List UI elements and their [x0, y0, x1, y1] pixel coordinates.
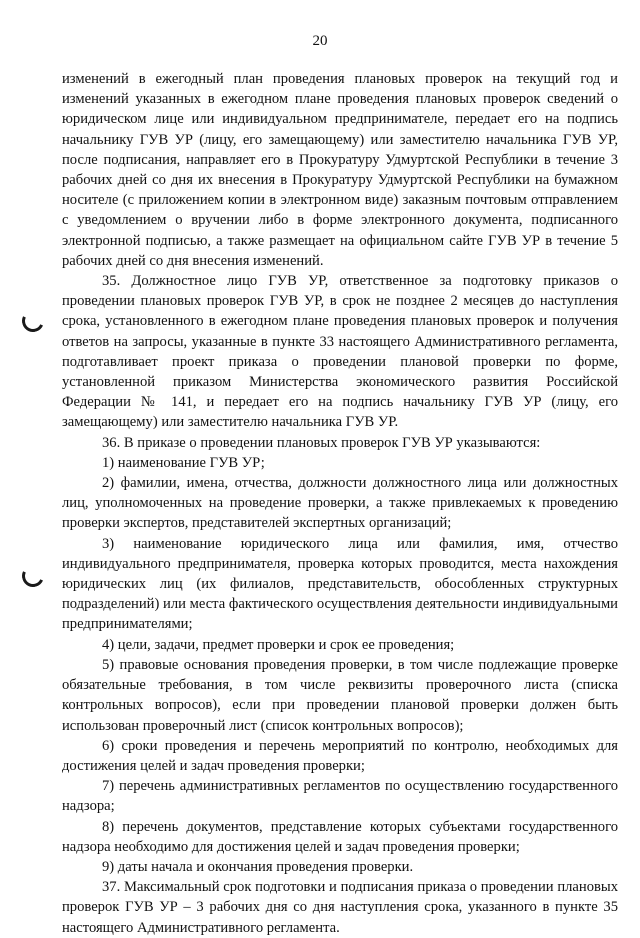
paragraph-37: 37. Максимальный срок подготовки и подписания приказа о проведении плановых проверок ГУВ УР – 3 рабочих дня со дня наступления срока, указанного в пункте 35 настоящего Административного регламента. [62, 879, 618, 936]
list-item-5: 5) правовые основания проведения проверки, в том числе подлежащие проверке обязательные требования, в том числе реквизиты проверочного листа (списка контрольных вопросов), если при проведении плановой проверки должен быть использован проверочный лист (список контрольных вопросов); [62, 656, 618, 734]
punch-hole-mark [19, 307, 47, 335]
punch-hole-mark [19, 562, 47, 590]
paragraph-continuation: изменений в ежегодный план проведения плановых проверок на текущий год и изменений указанных в ежегодном плане проведения плановых проверок сведений о юридическом лице или индивидуальном предпринимателе, передает его на подпись начальнику ГУВ УР (лицу, его замещающему) или заместителю начальника ГУВ УР, после подписания, направляет его в Прокуратуру Удмуртской Республики в течение 3 рабочих дней со дня их внесения в Прокуратуру Удмуртской Республики на бумажном носителе (с приложением копии в электронном виде) заказным почтовым отправлением с уведомлением о вручении либо в форме электронного документа, подписанного электронной подписью, а также размещает на официальном сайте ГУВ УР в течение 5 рабочих дней со дня внесения изменений. [62, 71, 618, 269]
list-item-2: 2) фамилии, имена, отчества, должности должностного лица или должностных лиц, уполномоченных на проведение проверки, а также привлекаемых к проведению проверки экспертов, представителей экспертных организаций; [62, 475, 618, 532]
list-item-8: 8) перечень документов, представление которых субъектами государственного надзора необходимо для достижения целей и задач проведения проверки; [62, 818, 618, 855]
list-item-7: 7) перечень административных регламентов по осуществлению государственного надзора; [62, 778, 618, 815]
list-item-1: 1) наименование ГУВ УР; [102, 454, 265, 471]
list-item-9: 9) даты начала и окончания проведения проверки. [102, 858, 414, 875]
list-item-3: 3) наименование юридического лица или фамилия, имя, отчество индивидуального предпринимателя, проверка которых проводится, места нахождения юридических лиц (их филиалов, представительств, обособленных структурных подразделений) или места фактического осуществления деятельности индивидуальными предпринимателями; [62, 535, 618, 633]
paragraph-35: 35. Должностное лицо ГУВ УР, ответственное за подготовку приказов о проведении плановых проверок ГУВ УР, в срок не позднее 2 месяцев до наступления срока, установленного в ежегодном плане проведения плановых проверок и получения ответов на запросы, указанные в пункте 33 настоящего Административного регламента, подготавливает проект приказа о проведении плановой проверки по форме, установленной приказом Министерства экономического развития Российской Федерации № 141, и передает его на подпись начальнику ГУВ УР (лицу, его замещающему) или заместителю начальника ГУВ УР. [62, 273, 618, 431]
list-item-6: 6) сроки проведения и перечень мероприятий по контролю, необходимых для достижения целей и задач проведения проверки; [62, 737, 618, 774]
page-number: 20 [312, 33, 328, 49]
document-body [62, 69, 618, 938]
paragraph-36: 36. В приказе о проведении плановых проверок ГУВ УР указываются: [102, 434, 541, 451]
list-item-4: 4) цели, задачи, предмет проверки и срок ее проведения; [102, 636, 455, 653]
